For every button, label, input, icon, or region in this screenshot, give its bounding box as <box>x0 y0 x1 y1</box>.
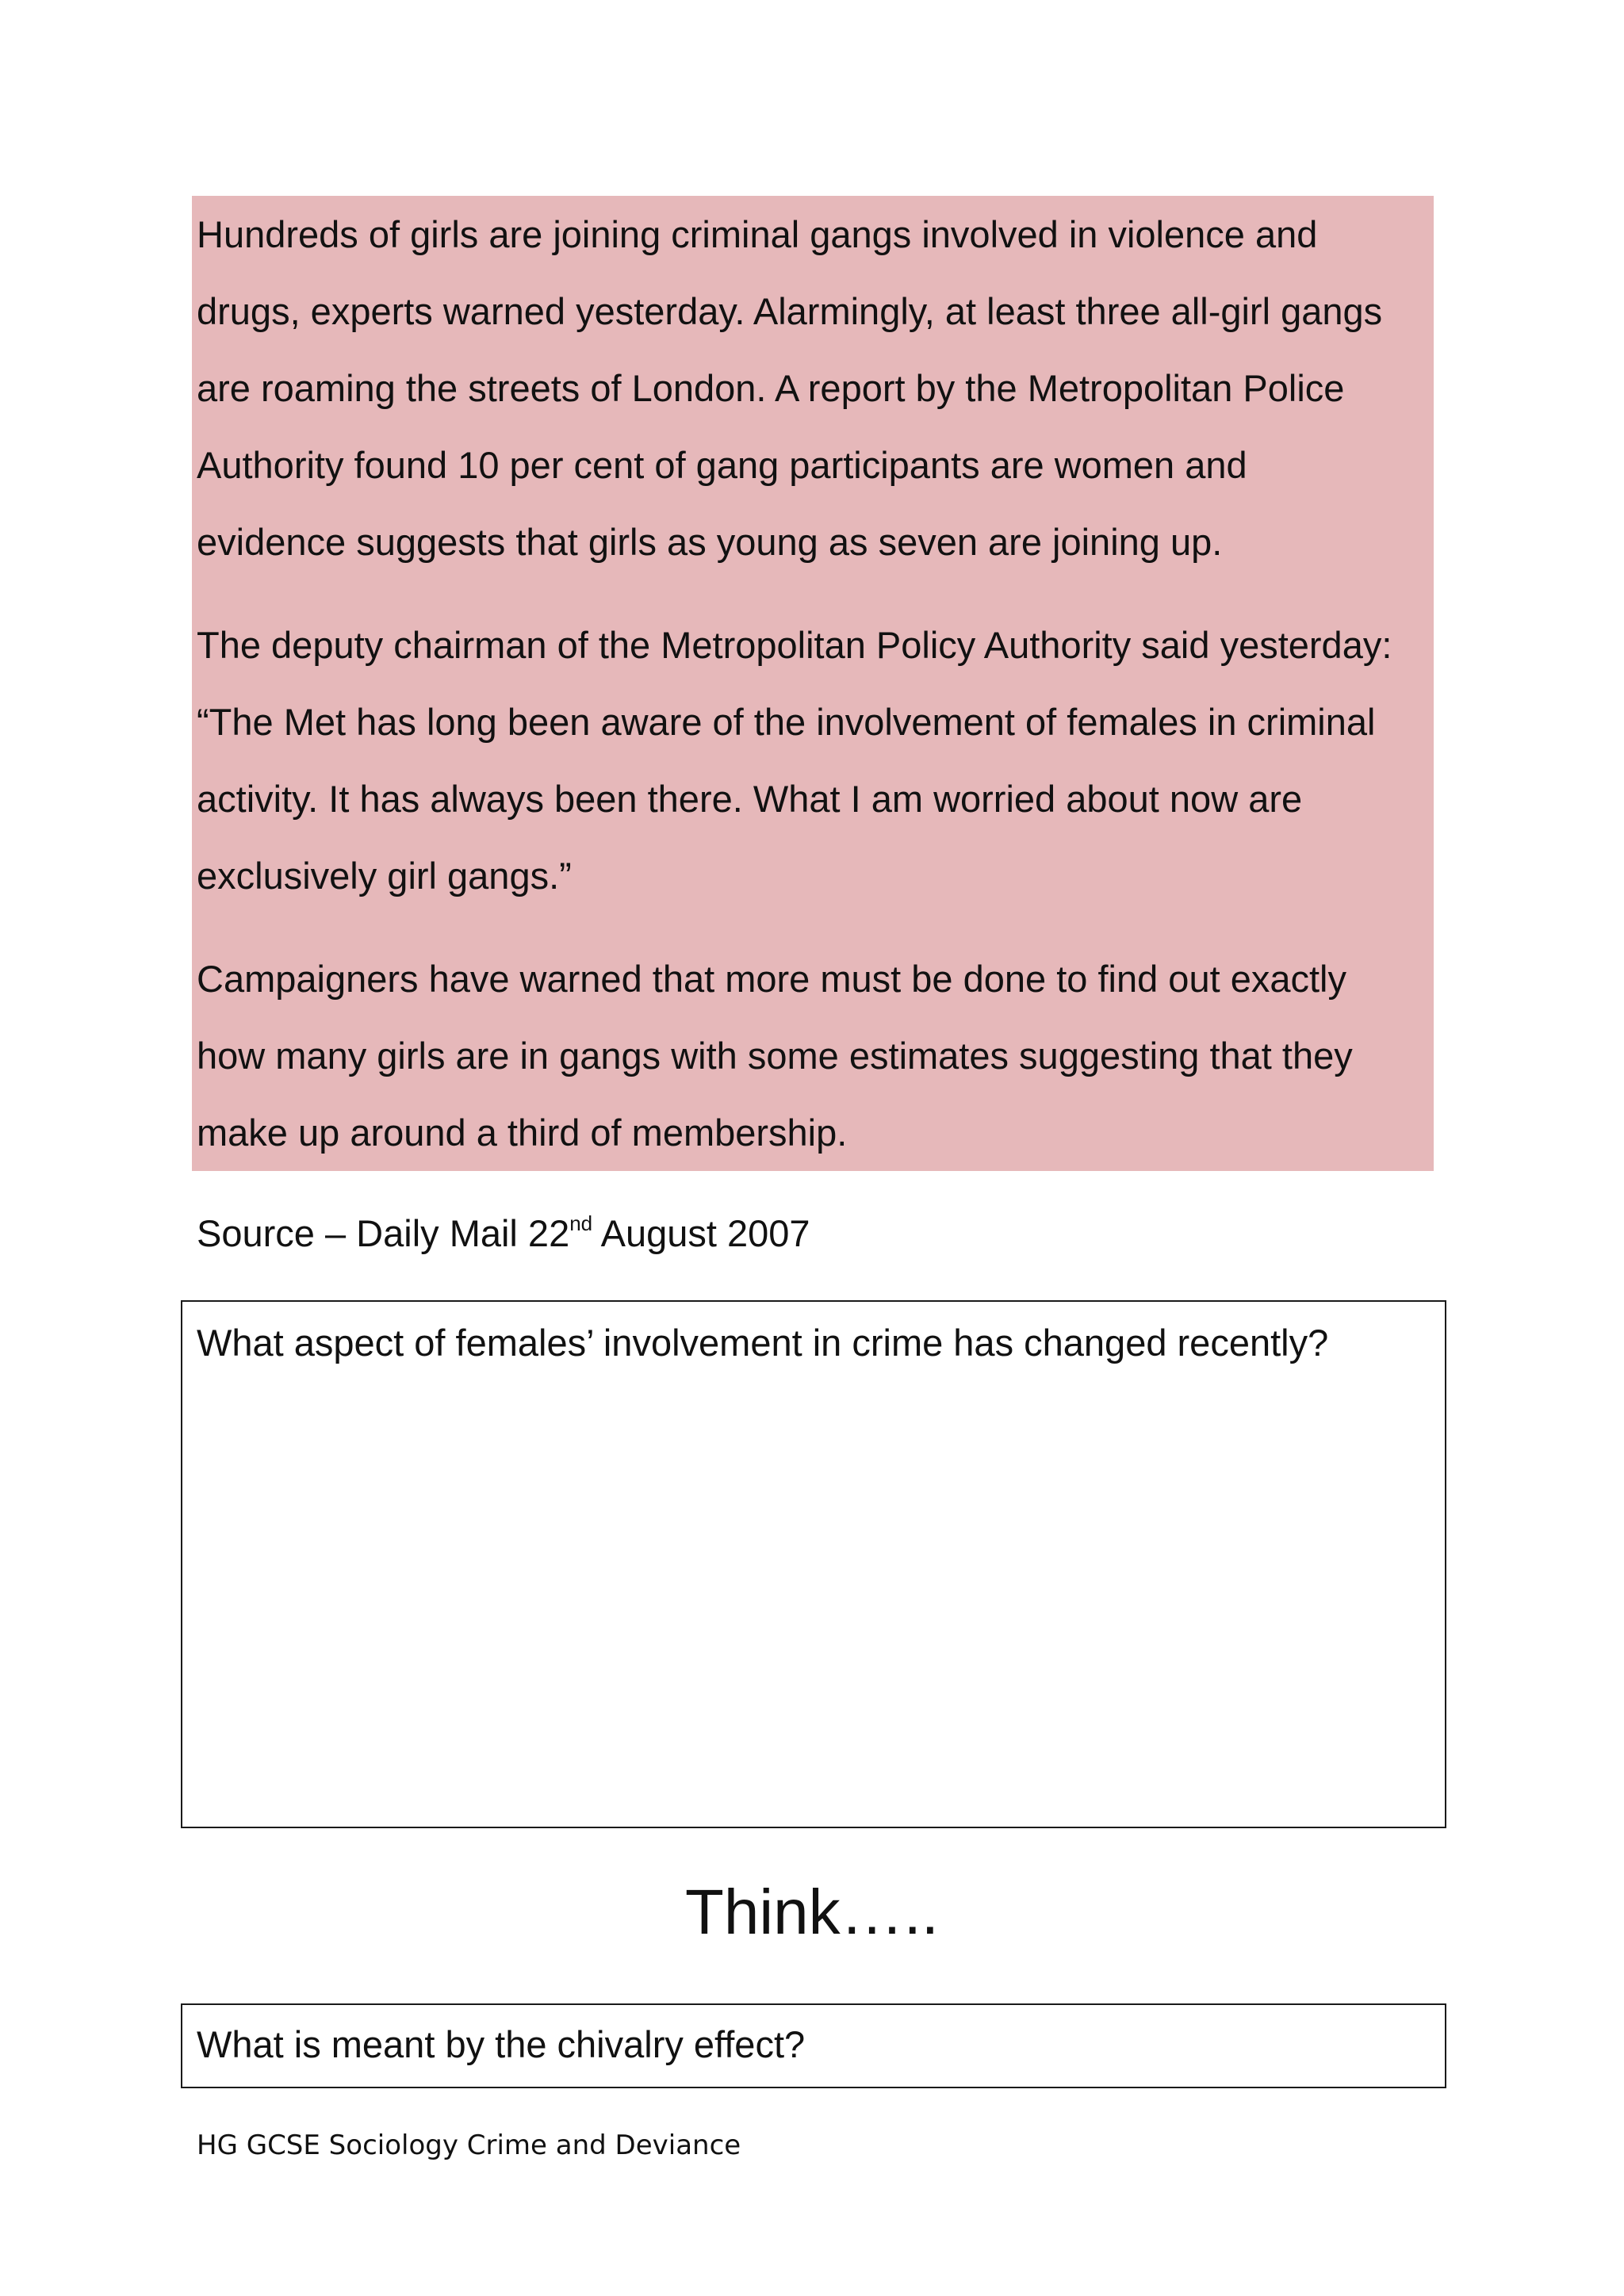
question-1-text: What aspect of females’ involvement in crime has changed recently? <box>197 1322 1329 1364</box>
page-footer: HG GCSE Sociology Crime and Deviance <box>197 2130 741 2161</box>
article-line: how many girls are in gangs with some estimates suggesting that they <box>197 1035 1353 1077</box>
article-line: The deputy chairman of the Metropolitan Policy Authority said yesterday: <box>197 624 1392 666</box>
article-line: are roaming the streets of London. A report by the Metropolitan Police <box>197 367 1345 409</box>
article-line: Hundreds of girls are joining criminal gangs involved in violence and <box>197 213 1318 255</box>
article-extract <box>192 196 1434 1171</box>
source-citation <box>197 1203 810 1263</box>
article-line: Authority found 10 per cent of gang participants are women and <box>197 444 1247 486</box>
question-2-text: What is meant by the chivalry effect? <box>197 2023 806 2065</box>
question-1-box <box>181 1300 1446 1828</box>
article-line: exclusively girl gangs.” <box>197 855 572 897</box>
article-paragraph-2 <box>197 607 1434 914</box>
article-line: activity. It has always been there. What I am worried about now are <box>197 778 1303 820</box>
article-line: “The Met has long been aware of the involvement of females in criminal <box>197 701 1376 743</box>
article-paragraph-1 <box>197 196 1434 580</box>
article-paragraph-3 <box>197 940 1434 1171</box>
question-1-answer-area[interactable] <box>197 1381 1431 1812</box>
article-line: drugs, experts warned yesterday. Alarmingly, at least three all-girl gangs <box>197 290 1383 332</box>
think-heading: Think….. <box>684 1877 940 1947</box>
source-suffix: August 2007 <box>592 1212 810 1254</box>
question-2-box <box>181 2003 1446 2088</box>
source-prefix: Source – Daily Mail 22 <box>197 1212 570 1254</box>
article-line: make up around a third of membership. <box>197 1112 848 1154</box>
article-line: evidence suggests that girls as young as seven are joining up. <box>197 521 1223 563</box>
article-line: Campaigners have warned that more must be done to find out exactly <box>197 958 1346 1000</box>
source-superscript: nd <box>569 1211 593 1235</box>
